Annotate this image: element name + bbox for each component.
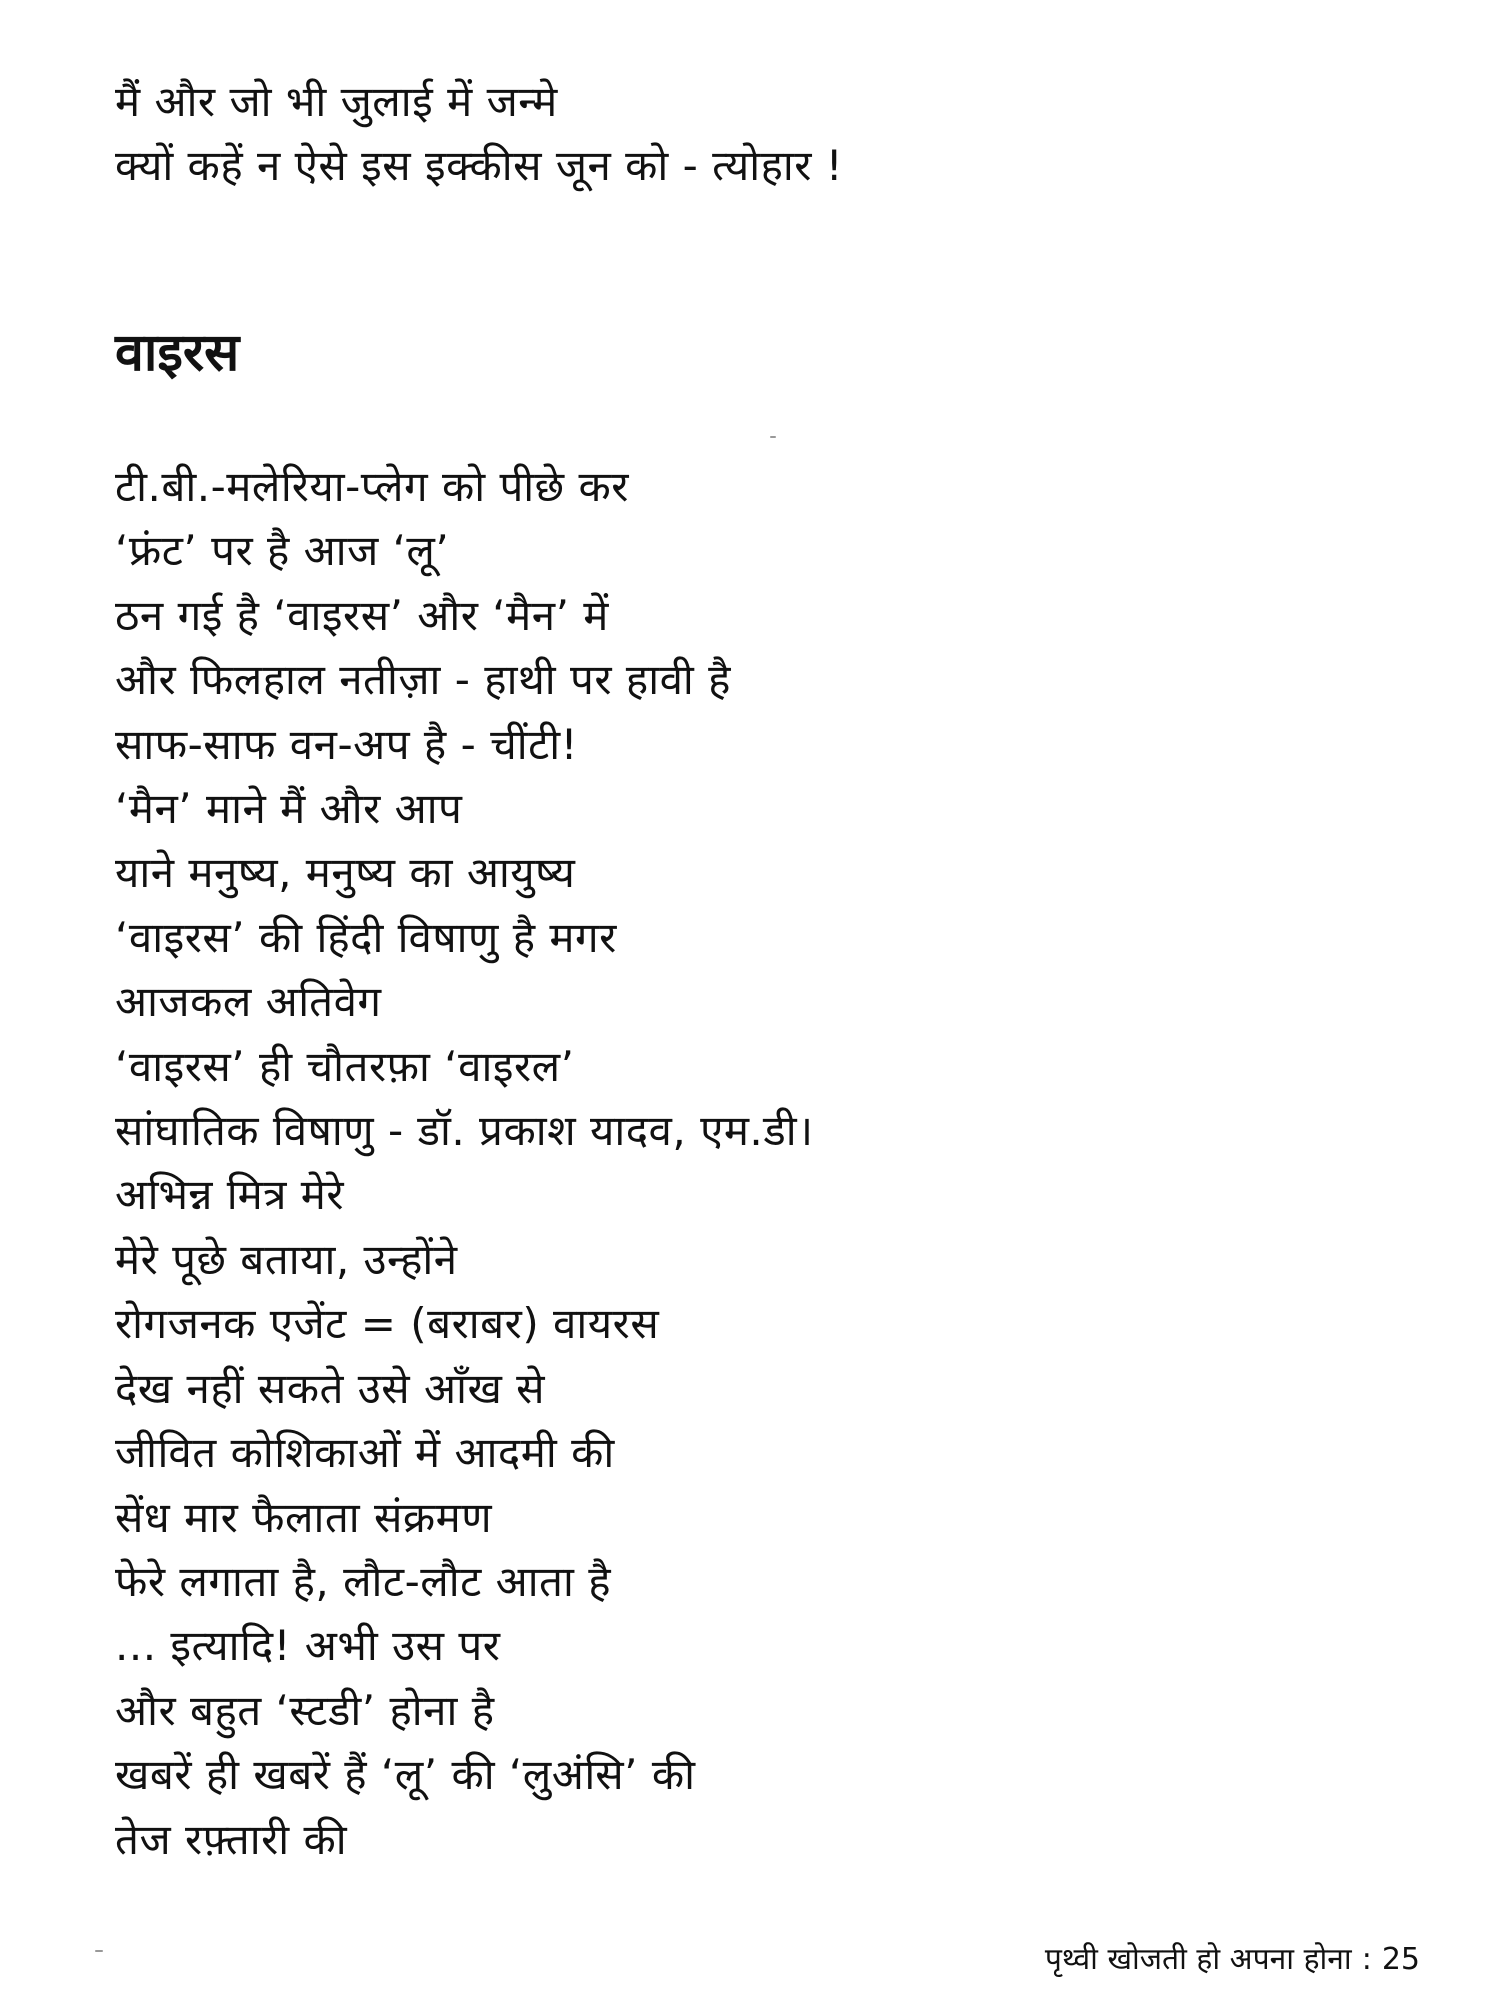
page-number: 25	[1381, 1942, 1420, 1977]
footer-separator: :	[1361, 1942, 1372, 1977]
verse-line: तेज रफ़्तारी की	[115, 1814, 348, 1864]
verse-line: आजकल अतिवेग	[115, 977, 382, 1027]
verse-line: ‘वाइरस’ ही चौतरफ़ा ‘वाइरल’	[115, 1041, 575, 1091]
verse-line: टी.बी.-मलेरिया-प्लेग को पीछे कर	[115, 462, 629, 511]
verse-line: ‘मैन’ माने मैं और आप	[115, 784, 463, 834]
verse-line: ‘वाइरस’ की हिंदी विषाणु है मगर	[115, 912, 617, 962]
verse-line: मैं और जो भी जुलाई में जन्मे	[115, 77, 558, 126]
poem-body	[115, 455, 1415, 1872]
verse-line: ... इत्यादि! अभी उस पर	[115, 1621, 501, 1671]
previous-poem-ending	[115, 70, 1415, 198]
scan-speck	[95, 1950, 103, 1952]
verse-line: क्यों कहें न ऐसे इस इक्कीस जून को - त्योहार !	[115, 141, 844, 190]
verse-line: सेंध मार फैलाता संक्रमण	[115, 1492, 493, 1542]
verse-line: देख नहीं सकते उसे आँख से	[115, 1363, 546, 1413]
verse-line: और फिलहाल नतीज़ा - हाथी पर हावी है	[115, 655, 731, 705]
verse-line: जीवित कोशिकाओं में आदमी की	[115, 1428, 615, 1478]
verse-line: अभिन्न मित्र मेरे	[115, 1170, 345, 1220]
verse-line: और बहुत ‘स्टडी’ होना है	[115, 1685, 495, 1735]
verse-line: रोगजनक एजेंट = (बराबर) वायरस	[115, 1299, 660, 1349]
verse-line: ठन गई है ‘वाइरस’ और ‘मैन’ में	[115, 590, 609, 640]
running-book-title: पृथ्वी खोजती हो अपना होना	[1044, 1942, 1352, 1977]
scan-speck	[770, 436, 776, 438]
poem-title: वाइरस	[115, 323, 240, 383]
verse-line: फेरे लगाता है, लौट-लौट आता है	[115, 1556, 612, 1606]
verse-line: सांघातिक विषाणु - डॉ. प्रकाश यादव, एम.डी।	[115, 1106, 814, 1156]
verse-line: खबरें ही खबरें हैं ‘लू’ की ‘लुअंसि’ की	[115, 1750, 696, 1800]
verse-line: ‘फ्रंट’ पर है आज ‘लू’	[115, 526, 450, 576]
verse-line: मेरे पूछे बताया, उन्होंने	[115, 1234, 458, 1284]
verse-line: साफ-साफ वन-अप है - चींटी!	[115, 719, 579, 769]
page-footer	[1045, 1938, 1420, 1982]
verse-line: याने मनुष्य, मनुष्य का आयुष्य	[115, 848, 576, 898]
